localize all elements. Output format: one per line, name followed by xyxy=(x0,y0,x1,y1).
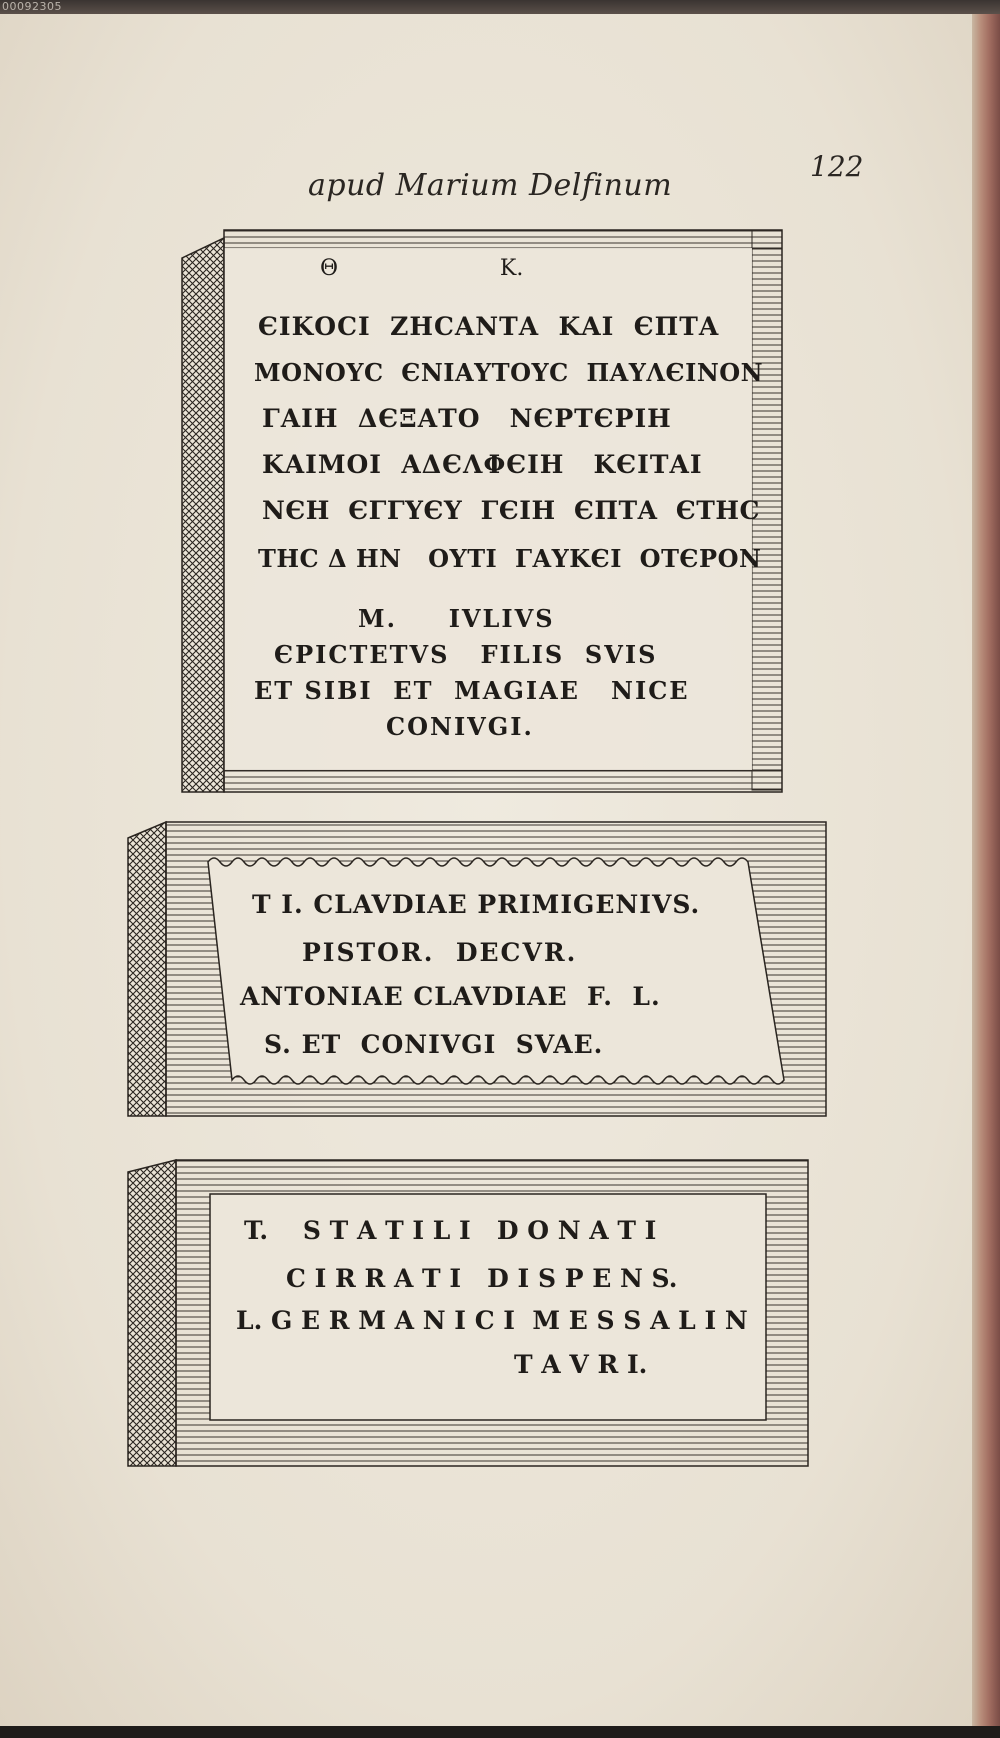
stone-1-line-9: ЄPICTETVS FILIS SVIS xyxy=(274,640,658,669)
stone-2-line-3: ANTONIAE CLAVDIAE F. L. xyxy=(240,982,661,1011)
stone-1-line-8: M. IVLIVS xyxy=(358,604,555,633)
stone-3-line-4: T A V R I. xyxy=(514,1350,648,1379)
stone-2-line-1: T I. CLAVDIAE PRIMIGENIVS. xyxy=(252,890,701,919)
stone-3-line-1: T. S T A T I L I D O N A T I xyxy=(244,1216,657,1245)
stone-1-line-7: ΤΗϹ Δ ΗΝ ΟΥΤΙ ΓΑΥΚЄΙ ΟΤЄΡΟΝ xyxy=(258,544,762,573)
stone-1-line-2: ЄΙΚΟϹΙ ΖΗϹΑΝΤΑ ΚΑΙ ЄΠΤΑ xyxy=(258,312,720,341)
stone-1-line-3: ΜΟΝΟΥϹ ЄΝΙΑΥΤΟΥϹ ΠΑΥΛЄΙΝΟΝ xyxy=(254,358,764,387)
stone-1-line-5: ΚΑΙΜΟΙ ΑΔЄΛΦЄΙΗ ΚЄΙΤΑΙ xyxy=(262,450,703,479)
catalog-id: 00092305 xyxy=(2,0,62,13)
stone-3-line-2: C I R R A T I D I S P E N S. xyxy=(286,1264,678,1293)
stone-3-line-3: L. G E R M A N I C I M E S S A L I N xyxy=(236,1306,748,1335)
stone-1-line-11: CONIVGI. xyxy=(386,712,534,741)
stone-1-line-6: ΝЄΗ ЄΓΓΥЄΥ ΓЄΙΗ ЄΠΤΑ ЄΤΗϹ xyxy=(262,496,760,525)
stone-1-line-4: ΓΑΙΗ ΔЄΞΑΤΟ ΝЄΡΤЄΡΙΗ xyxy=(262,404,672,433)
stone-2-engraving xyxy=(128,822,826,1116)
page-number: 122 xyxy=(810,150,864,183)
page-header: apud Marium Delfinum xyxy=(308,168,673,203)
stone-2-line-2: PISTOR. DECVR. xyxy=(302,938,578,967)
stone-1-line-1: Θ K. xyxy=(320,256,524,281)
stone-1-line-10: ET SIBI ET MAGIAE NICE xyxy=(254,676,690,705)
stone-2-line-4: S. ET CONIVGI SVAE. xyxy=(264,1030,604,1059)
